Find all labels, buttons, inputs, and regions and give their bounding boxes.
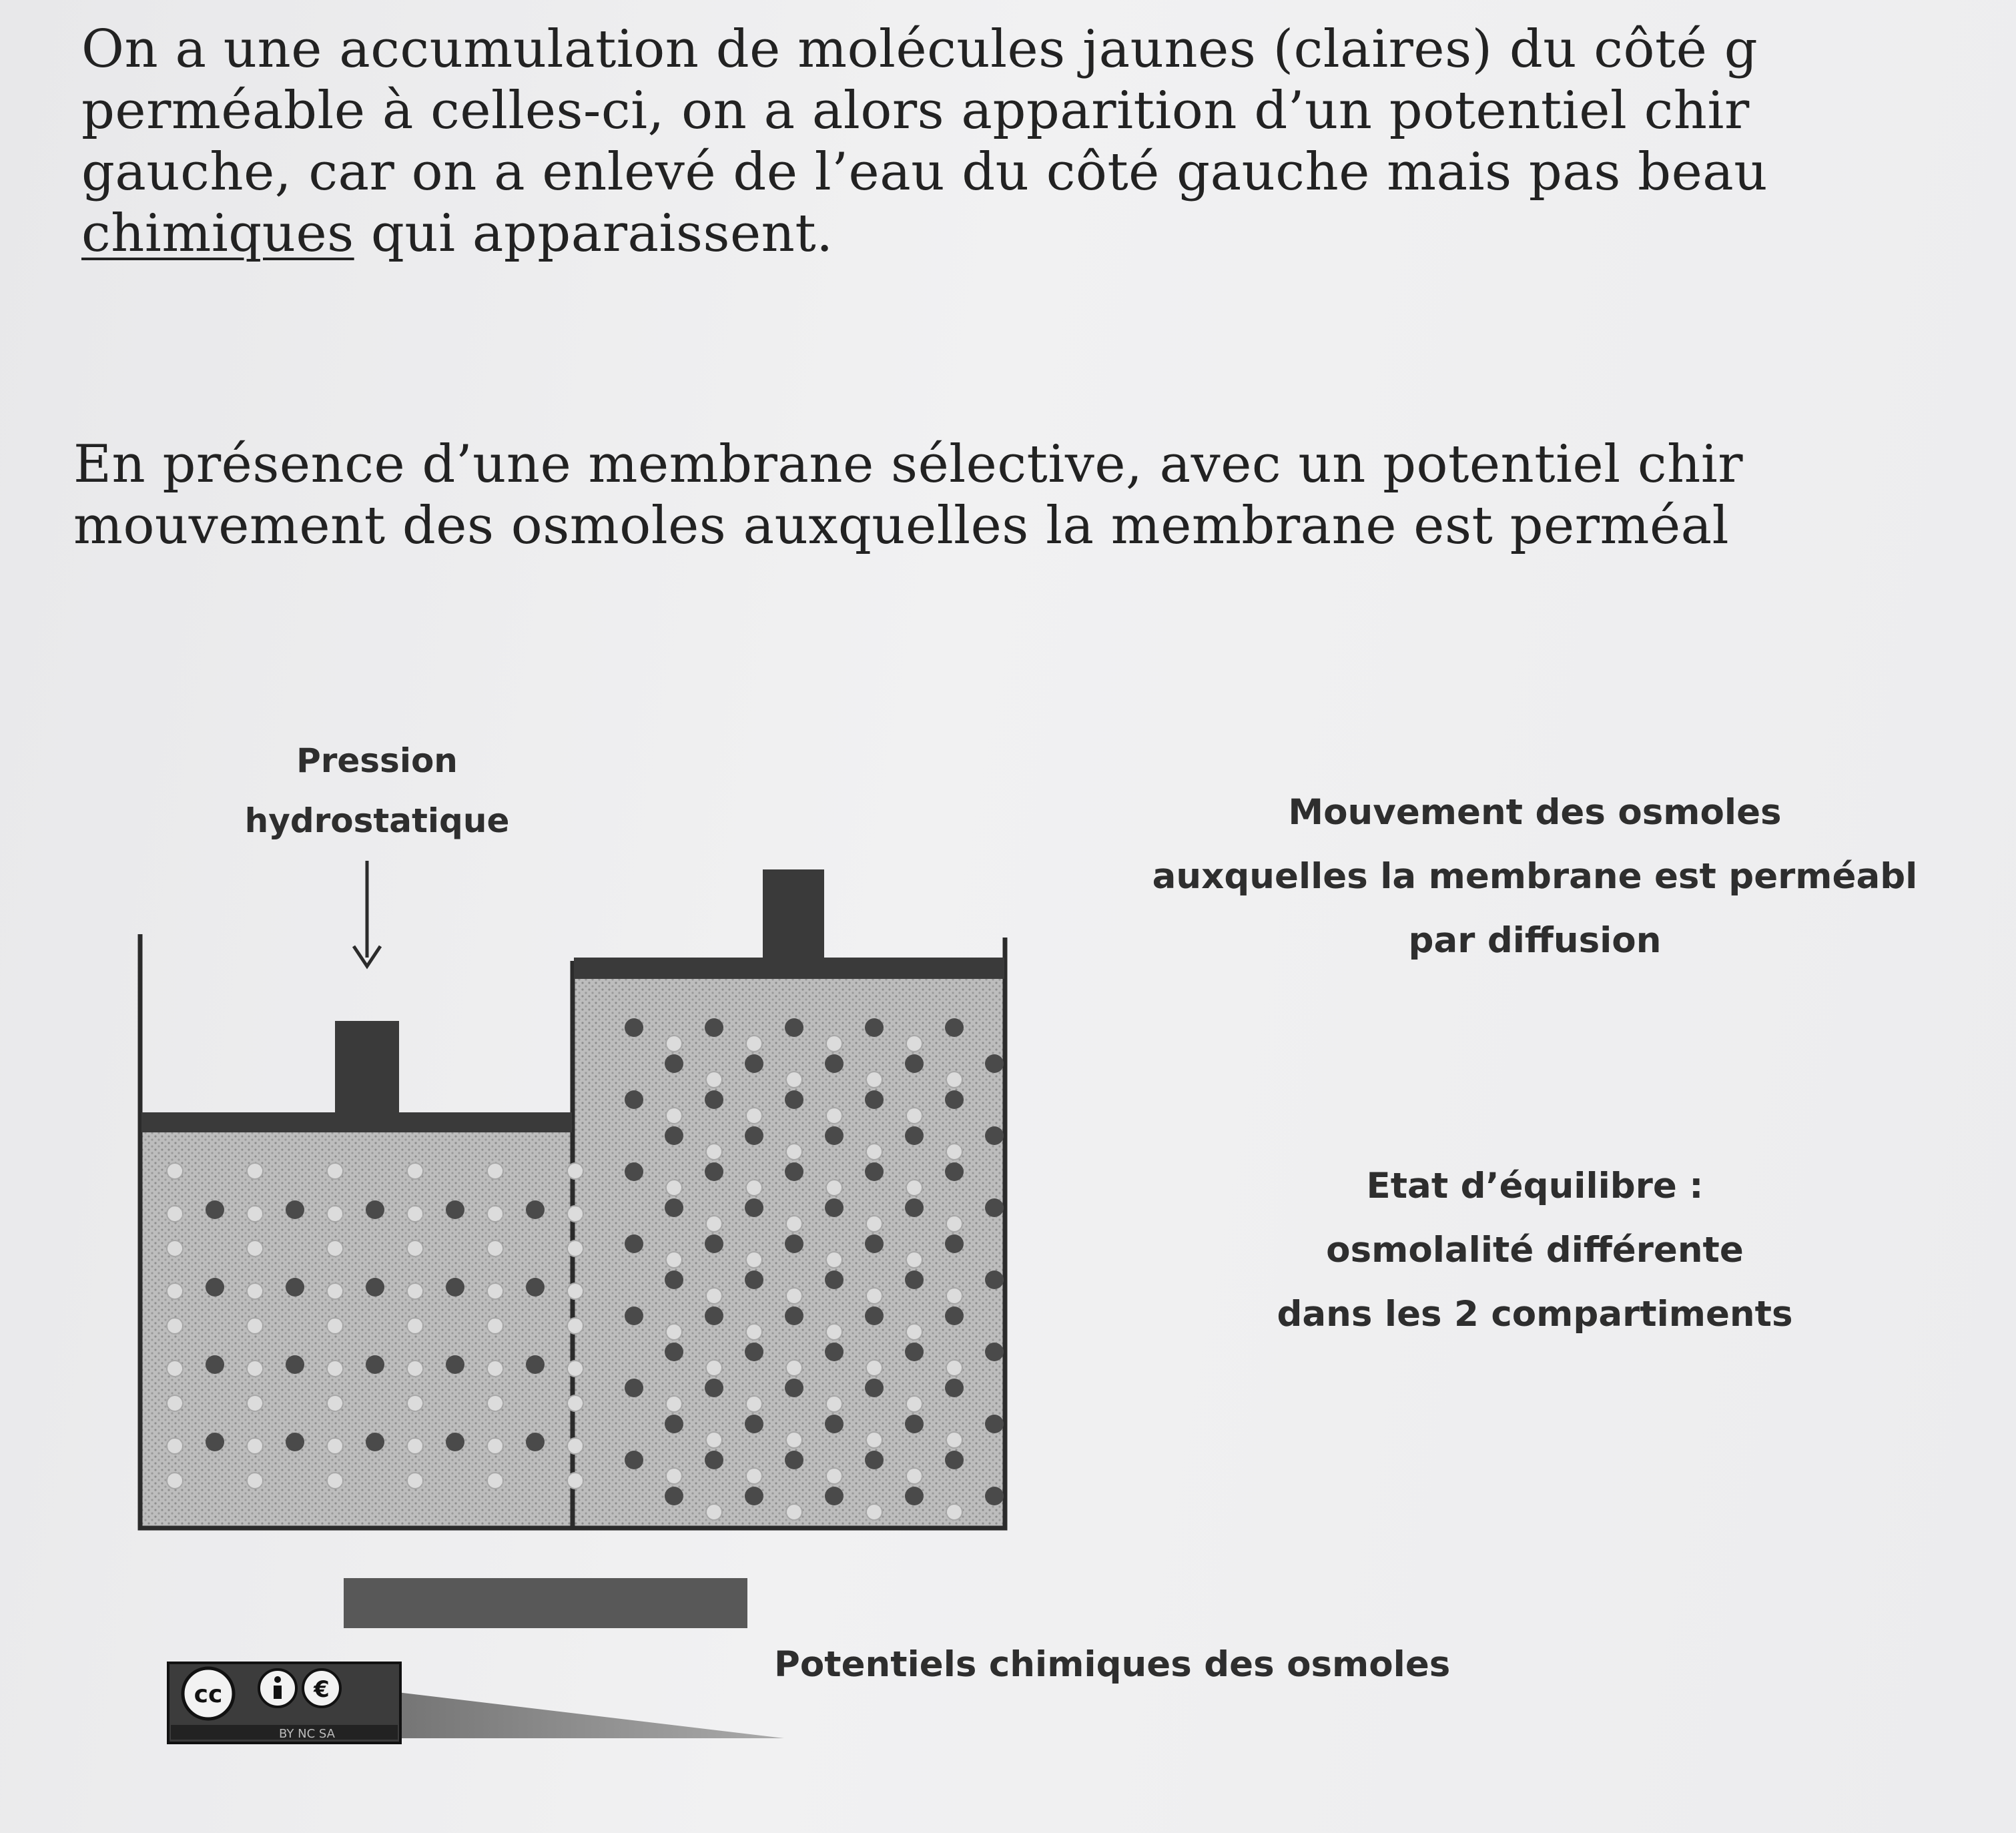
light-osmole bbox=[666, 1468, 682, 1484]
light-osmole bbox=[866, 1216, 882, 1232]
dark-osmole bbox=[985, 1343, 1004, 1361]
dark-osmole bbox=[446, 1278, 464, 1297]
paragraph-line: En présence d’une membrane sélective, avec un potentiel chir bbox=[73, 434, 1744, 494]
dark-osmole bbox=[665, 1487, 683, 1505]
dark-osmole bbox=[745, 1415, 763, 1433]
pressure-label-line: Pression bbox=[296, 741, 458, 780]
dark-osmole bbox=[665, 1126, 683, 1145]
light-osmole bbox=[906, 1108, 922, 1124]
left-piston-rod bbox=[335, 1021, 399, 1114]
dark-osmole bbox=[705, 1379, 723, 1397]
light-osmole bbox=[327, 1163, 343, 1179]
dark-osmole bbox=[825, 1198, 844, 1217]
light-osmole bbox=[567, 1473, 583, 1489]
light-osmole bbox=[487, 1438, 503, 1454]
dark-osmole bbox=[905, 1198, 924, 1217]
dark-osmole bbox=[366, 1433, 384, 1451]
light-osmole bbox=[247, 1318, 263, 1334]
dark-osmole bbox=[745, 1270, 763, 1289]
light-osmole bbox=[327, 1283, 343, 1299]
paragraph-line: On a une accumulation de molécules jaunes (claires) du côté g bbox=[81, 19, 1758, 79]
light-osmole bbox=[167, 1206, 183, 1222]
dark-osmole bbox=[526, 1278, 545, 1297]
dark-osmole bbox=[705, 1162, 723, 1181]
light-osmole bbox=[407, 1438, 423, 1454]
paragraph-line: mouvement des osmoles auxquelles la membrane est perméal bbox=[73, 496, 1730, 556]
light-osmole bbox=[407, 1395, 423, 1411]
right-piston-rod bbox=[763, 869, 824, 960]
light-osmole bbox=[167, 1438, 183, 1454]
light-osmole bbox=[946, 1144, 962, 1160]
pressure-label bbox=[220, 731, 534, 851]
paragraph-line-rest: qui apparaissent. bbox=[354, 204, 833, 264]
potential-bar bbox=[344, 1578, 747, 1628]
dark-osmole bbox=[745, 1487, 763, 1505]
light-osmole bbox=[906, 1180, 922, 1196]
equilibrium-label-line: dans les 2 compartiments bbox=[1277, 1294, 1793, 1335]
light-osmole bbox=[946, 1216, 962, 1232]
dark-osmole bbox=[945, 1307, 964, 1325]
light-osmole bbox=[247, 1361, 263, 1377]
light-osmole bbox=[487, 1361, 503, 1377]
light-osmole bbox=[666, 1396, 682, 1412]
dark-osmole bbox=[665, 1415, 683, 1433]
dark-osmole bbox=[625, 1090, 643, 1109]
dark-osmole bbox=[665, 1198, 683, 1217]
dark-osmole bbox=[985, 1054, 1004, 1073]
light-osmole bbox=[327, 1473, 343, 1489]
light-osmole bbox=[826, 1468, 842, 1484]
light-osmole bbox=[247, 1163, 263, 1179]
light-osmole bbox=[247, 1240, 263, 1256]
dark-osmole bbox=[945, 1090, 964, 1109]
light-osmole bbox=[167, 1283, 183, 1299]
light-osmole bbox=[826, 1396, 842, 1412]
dark-osmole bbox=[625, 1451, 643, 1469]
potential-label: Potentiels chimiques des osmoles bbox=[774, 1644, 1451, 1685]
dark-osmole bbox=[985, 1270, 1004, 1289]
light-osmole bbox=[906, 1036, 922, 1052]
light-osmole bbox=[247, 1395, 263, 1411]
dark-osmole bbox=[865, 1018, 884, 1037]
light-osmole bbox=[167, 1473, 183, 1489]
light-osmole bbox=[746, 1396, 762, 1412]
light-osmole bbox=[407, 1318, 423, 1334]
dark-osmole bbox=[865, 1379, 884, 1397]
light-osmole bbox=[866, 1072, 882, 1088]
pressure-label-line: hydrostatique bbox=[244, 801, 510, 840]
light-osmole bbox=[327, 1318, 343, 1334]
light-osmole bbox=[826, 1252, 842, 1268]
svg-text:cc: cc bbox=[194, 1681, 223, 1708]
light-osmole bbox=[407, 1206, 423, 1222]
movement-label-line: par diffusion bbox=[1408, 920, 1662, 961]
light-osmole bbox=[666, 1252, 682, 1268]
light-osmole bbox=[567, 1395, 583, 1411]
dark-osmole bbox=[286, 1433, 304, 1451]
light-osmole bbox=[567, 1438, 583, 1454]
light-osmole bbox=[487, 1473, 503, 1489]
light-osmole bbox=[746, 1468, 762, 1484]
light-osmole bbox=[746, 1180, 762, 1196]
dark-osmole bbox=[825, 1126, 844, 1145]
light-osmole bbox=[786, 1216, 802, 1232]
light-osmole bbox=[567, 1206, 583, 1222]
light-osmole bbox=[826, 1324, 842, 1340]
light-osmole bbox=[247, 1283, 263, 1299]
dark-osmole bbox=[825, 1054, 844, 1073]
light-osmole bbox=[866, 1504, 882, 1520]
dark-osmole bbox=[206, 1355, 224, 1374]
light-osmole bbox=[706, 1504, 722, 1520]
light-osmole bbox=[826, 1180, 842, 1196]
dark-osmole bbox=[945, 1451, 964, 1469]
dark-osmole bbox=[985, 1198, 1004, 1217]
light-osmole bbox=[706, 1144, 722, 1160]
dark-osmole bbox=[745, 1126, 763, 1145]
light-osmole bbox=[666, 1108, 682, 1124]
light-osmole bbox=[666, 1324, 682, 1340]
light-osmole bbox=[786, 1360, 802, 1376]
dark-osmole bbox=[865, 1451, 884, 1469]
light-osmole bbox=[786, 1288, 802, 1304]
dark-osmole bbox=[625, 1018, 643, 1037]
dark-osmole bbox=[785, 1451, 803, 1469]
light-osmole bbox=[746, 1252, 762, 1268]
light-osmole bbox=[407, 1473, 423, 1489]
dark-osmole bbox=[745, 1198, 763, 1217]
light-osmole bbox=[746, 1108, 762, 1124]
light-osmole bbox=[786, 1072, 802, 1088]
light-osmole bbox=[906, 1252, 922, 1268]
left-compartment-fluid bbox=[140, 1131, 573, 1528]
light-osmole bbox=[786, 1144, 802, 1160]
light-osmole bbox=[746, 1324, 762, 1340]
light-osmole bbox=[706, 1216, 722, 1232]
dark-osmole bbox=[366, 1200, 384, 1219]
light-osmole bbox=[567, 1318, 583, 1334]
light-osmole bbox=[567, 1283, 583, 1299]
dark-osmole bbox=[745, 1343, 763, 1361]
movement-label-line: auxquelles la membrane est perméabl bbox=[1152, 856, 1918, 897]
light-osmole bbox=[706, 1072, 722, 1088]
dark-osmole bbox=[905, 1270, 924, 1289]
light-osmole bbox=[407, 1361, 423, 1377]
dark-osmole bbox=[865, 1162, 884, 1181]
dark-osmole bbox=[665, 1270, 683, 1289]
dark-osmole bbox=[206, 1433, 224, 1451]
dark-osmole bbox=[366, 1278, 384, 1297]
light-osmole bbox=[866, 1288, 882, 1304]
light-osmole bbox=[946, 1360, 962, 1376]
equilibrium-label bbox=[1188, 1154, 1882, 1347]
dark-osmole bbox=[825, 1487, 844, 1505]
dark-osmole bbox=[785, 1162, 803, 1181]
dark-osmole bbox=[206, 1200, 224, 1219]
dark-osmole bbox=[945, 1234, 964, 1253]
light-osmole bbox=[327, 1438, 343, 1454]
dark-osmole bbox=[745, 1054, 763, 1073]
light-osmole bbox=[706, 1432, 722, 1448]
light-osmole bbox=[167, 1240, 183, 1256]
light-osmole bbox=[247, 1206, 263, 1222]
light-osmole bbox=[946, 1432, 962, 1448]
dark-osmole bbox=[625, 1234, 643, 1253]
dark-osmole bbox=[985, 1126, 1004, 1145]
light-osmole bbox=[786, 1504, 802, 1520]
light-osmole bbox=[167, 1361, 183, 1377]
dark-osmole bbox=[865, 1234, 884, 1253]
paragraph-line: perméable à celles-ci, on a alors apparition d’un potentiel chir bbox=[81, 81, 1750, 141]
light-osmole bbox=[407, 1163, 423, 1179]
dark-osmole bbox=[625, 1162, 643, 1181]
svg-text:€: € bbox=[314, 1676, 330, 1703]
light-osmole bbox=[247, 1438, 263, 1454]
dark-osmole bbox=[905, 1054, 924, 1073]
movement-label-line: Mouvement des osmoles bbox=[1288, 792, 1782, 833]
left-piston-plate bbox=[141, 1112, 572, 1132]
light-osmole bbox=[327, 1240, 343, 1256]
light-osmole bbox=[567, 1240, 583, 1256]
dark-osmole bbox=[625, 1379, 643, 1397]
dark-osmole bbox=[905, 1487, 924, 1505]
right-piston-plate bbox=[574, 958, 1004, 979]
light-osmole bbox=[746, 1036, 762, 1052]
dark-osmole bbox=[985, 1487, 1004, 1505]
dark-osmole bbox=[286, 1200, 304, 1219]
light-osmole bbox=[866, 1144, 882, 1160]
dark-osmole bbox=[865, 1307, 884, 1325]
dark-osmole bbox=[286, 1278, 304, 1297]
dark-osmole bbox=[705, 1234, 723, 1253]
dark-osmole bbox=[945, 1162, 964, 1181]
dark-osmole bbox=[785, 1307, 803, 1325]
light-osmole bbox=[706, 1360, 722, 1376]
light-osmole bbox=[327, 1206, 343, 1222]
light-osmole bbox=[906, 1324, 922, 1340]
dark-osmole bbox=[785, 1234, 803, 1253]
dark-osmole bbox=[625, 1307, 643, 1325]
dark-osmole bbox=[286, 1355, 304, 1374]
light-osmole bbox=[327, 1395, 343, 1411]
dark-osmole bbox=[825, 1343, 844, 1361]
light-osmole bbox=[946, 1072, 962, 1088]
dark-osmole bbox=[526, 1355, 545, 1374]
light-osmole bbox=[487, 1163, 503, 1179]
light-osmole bbox=[407, 1240, 423, 1256]
light-osmole bbox=[666, 1036, 682, 1052]
light-osmole bbox=[247, 1473, 263, 1489]
dark-osmole bbox=[665, 1054, 683, 1073]
light-osmole bbox=[866, 1360, 882, 1376]
dark-osmole bbox=[945, 1379, 964, 1397]
light-osmole bbox=[866, 1432, 882, 1448]
light-osmole bbox=[826, 1036, 842, 1052]
movement-label bbox=[1061, 781, 2009, 973]
dark-osmole bbox=[865, 1090, 884, 1109]
dark-osmole bbox=[705, 1018, 723, 1037]
light-osmole bbox=[786, 1432, 802, 1448]
light-osmole bbox=[666, 1180, 682, 1196]
dark-osmole bbox=[825, 1270, 844, 1289]
dark-osmole bbox=[785, 1379, 803, 1397]
light-osmole bbox=[327, 1361, 343, 1377]
dark-osmole bbox=[905, 1343, 924, 1361]
light-osmole bbox=[706, 1288, 722, 1304]
dark-osmole bbox=[785, 1090, 803, 1109]
dark-osmole bbox=[825, 1415, 844, 1433]
dark-osmole bbox=[705, 1307, 723, 1325]
light-osmole bbox=[567, 1361, 583, 1377]
light-osmole bbox=[407, 1283, 423, 1299]
dark-osmole bbox=[945, 1018, 964, 1037]
dark-osmole bbox=[705, 1090, 723, 1109]
dark-osmole bbox=[206, 1278, 224, 1297]
dark-osmole bbox=[985, 1415, 1004, 1433]
light-osmole bbox=[487, 1318, 503, 1334]
dark-osmole bbox=[446, 1355, 464, 1374]
cc-by-nc-sa-icon bbox=[168, 1663, 400, 1743]
light-osmole bbox=[167, 1163, 183, 1179]
light-osmole bbox=[487, 1240, 503, 1256]
paragraph-line: gauche, car on a enlevé de l’eau du côté gauche mais pas beau bbox=[81, 142, 1768, 202]
dark-osmole bbox=[526, 1200, 545, 1219]
dark-osmole bbox=[905, 1126, 924, 1145]
dark-osmole bbox=[785, 1018, 803, 1037]
light-osmole bbox=[906, 1468, 922, 1484]
light-osmole bbox=[167, 1395, 183, 1411]
dark-osmole bbox=[665, 1343, 683, 1361]
dark-osmole bbox=[905, 1415, 924, 1433]
light-osmole bbox=[826, 1108, 842, 1124]
dark-osmole bbox=[446, 1433, 464, 1451]
underlined-term: chimiques bbox=[81, 204, 354, 264]
light-osmole bbox=[946, 1504, 962, 1520]
light-osmole bbox=[567, 1163, 583, 1179]
equilibrium-label-line: osmolalité différente bbox=[1326, 1230, 1744, 1270]
dark-osmole bbox=[366, 1355, 384, 1374]
light-osmole bbox=[167, 1318, 183, 1334]
dark-osmole bbox=[446, 1200, 464, 1219]
light-osmole bbox=[946, 1288, 962, 1304]
light-osmole bbox=[487, 1395, 503, 1411]
dark-osmole bbox=[705, 1451, 723, 1469]
dark-osmole bbox=[526, 1433, 545, 1451]
equilibrium-label-line: Etat d’équilibre : bbox=[1366, 1166, 1704, 1206]
light-osmole bbox=[487, 1206, 503, 1222]
license-text: BY NC SA bbox=[279, 1727, 335, 1741]
light-osmole bbox=[906, 1396, 922, 1412]
light-osmole bbox=[487, 1283, 503, 1299]
